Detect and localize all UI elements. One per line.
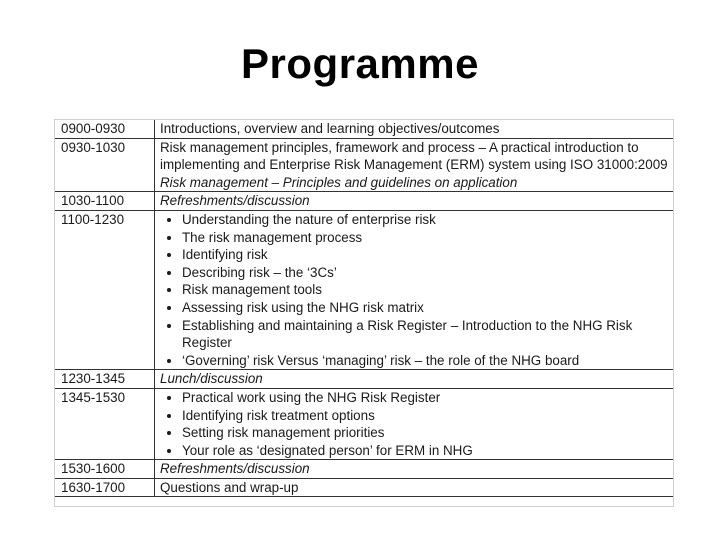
session-cell [155, 210, 674, 369]
bullet-list [160, 211, 668, 369]
list-item: • Your role as ‘designated person’ for ERM in NHG [182, 442, 668, 460]
session-cell: Questions and wrap-up [155, 478, 674, 497]
list-item: • Understanding the nature of enterprise risk [182, 211, 668, 229]
list-item: • Practical work using the NHG Risk Register [182, 389, 668, 407]
session-text: Risk management principles, framework and process – A practical introduction to implementing and Enterprise Risk Management (ERM) system using ISO 31000:2009 [160, 139, 668, 173]
list-item: • Setting risk management priorities [182, 424, 668, 442]
time-cell: 1630-1700 [55, 478, 155, 497]
time-cell: 1100-1230 [55, 210, 155, 369]
session-cell: Refreshments/discussion [155, 192, 674, 211]
list-item: • Describing risk – the ‘3Cs’ [182, 264, 668, 282]
table-row [55, 478, 673, 497]
list-item: • Identifying risk [182, 246, 668, 264]
session-text-italic: Risk management – Principles and guidelines on application [160, 174, 518, 190]
time-cell: 0930-1030 [55, 138, 155, 192]
session-cell [155, 388, 674, 459]
list-item: • The risk management process [182, 229, 668, 247]
table-row [55, 370, 673, 389]
list-item: • ‘Governing’ risk Versus ‘managing’ risk – the role of the NHG board [182, 352, 668, 370]
list-item: • Risk management tools [182, 281, 668, 299]
list-item: • Identifying risk treatment options [182, 407, 668, 425]
programme-table-image [54, 119, 674, 507]
bullet-list [160, 389, 668, 459]
session-cell: Refreshments/discussion [155, 460, 674, 479]
page-title: Programme [241, 40, 479, 87]
time-cell: 1230-1345 [55, 370, 155, 389]
time-cell: 1030-1100 [55, 192, 155, 211]
session-cell: Lunch/discussion [155, 370, 674, 389]
session-cell: Introductions, overview and learning objectives/outcomes [155, 120, 674, 138]
table-row [55, 120, 673, 138]
list-item: • Assessing risk using the NHG risk matrix [182, 299, 668, 317]
time-cell: 0900-0930 [55, 120, 155, 138]
table-row [55, 210, 673, 369]
programme-table [55, 120, 673, 497]
time-cell: 1530-1600 [55, 460, 155, 479]
table-row [55, 460, 673, 479]
time-cell: 1345-1530 [55, 388, 155, 459]
table-row [55, 192, 673, 211]
table-row [55, 138, 673, 192]
list-item: • Establishing and maintaining a Risk Register – Introduction to the NHG Risk Register [182, 317, 668, 352]
session-cell [155, 138, 674, 192]
table-row [55, 388, 673, 459]
